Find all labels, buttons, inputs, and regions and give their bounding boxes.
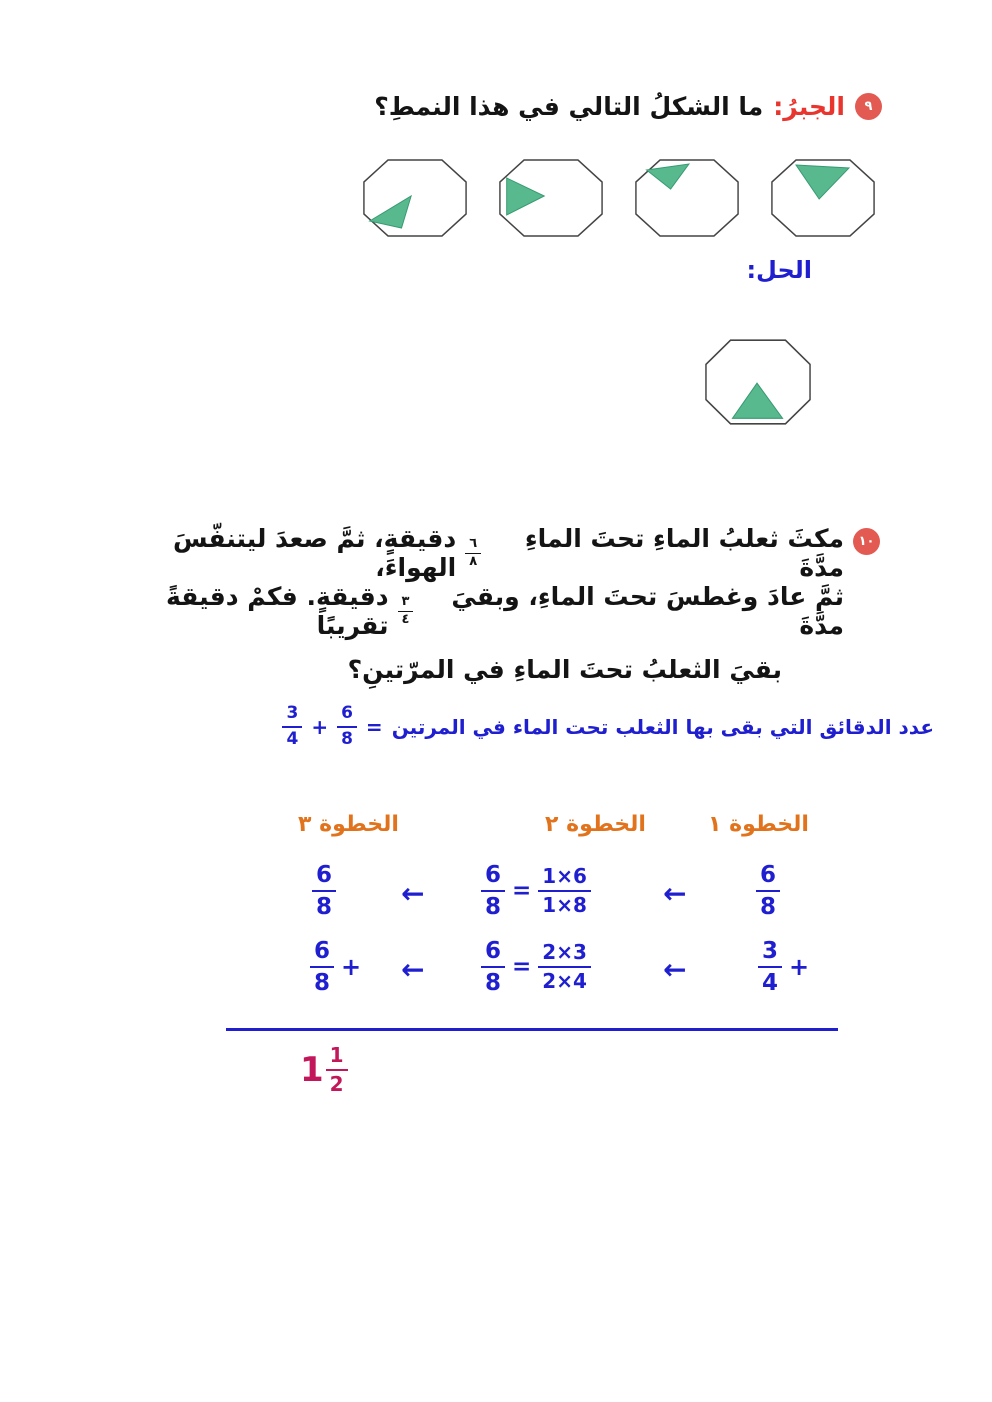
- solution-octagon: [704, 338, 812, 426]
- fraction-denominator: 2×4: [542, 969, 587, 994]
- left-arrow-icon: ←: [401, 877, 425, 910]
- question-2-line-3: [102, 640, 844, 698]
- fraction-denominator: 1×8: [542, 893, 587, 918]
- step-2-header: الخطوة ٢: [545, 812, 646, 837]
- q2-line3-text: بقيَ الثعلبُ تحتَ الماءِ في المرّتينِ؟: [347, 654, 782, 684]
- row2-step1-fraction: [758, 938, 782, 997]
- pattern-octagon-2: [634, 158, 740, 238]
- fraction-denominator: 8: [485, 970, 502, 997]
- plus-sign: +: [789, 953, 810, 982]
- row1-step1-fraction: [756, 862, 780, 921]
- equals-sign: =: [512, 954, 532, 981]
- equation-line: [282, 704, 934, 749]
- row2-step3-fraction: [310, 938, 334, 997]
- fraction-denominator: 2: [329, 1072, 344, 1096]
- fraction-numerator: 3: [758, 938, 782, 968]
- row2-step2-fraction: [481, 938, 505, 997]
- question-2-number-badge: ١٠: [853, 528, 880, 555]
- pattern-octagon-4: [362, 158, 468, 238]
- row1-step2-expanded-fraction: [538, 865, 591, 917]
- row2-step2-expanded-fraction: [538, 941, 591, 993]
- fraction-6-8: [337, 704, 357, 749]
- q2-line2-before: ثمَّ عادَ وغطسَ تحتَ الماءِ، وبقيَ مدَّةَ: [451, 582, 844, 640]
- fraction-numerator: 6: [312, 862, 336, 892]
- fraction-denominator: 8: [316, 894, 333, 921]
- answer-fraction: [326, 1044, 348, 1096]
- left-arrow-icon: ←: [401, 953, 425, 986]
- row1-step2-fraction: [481, 862, 505, 921]
- equals-sign: =: [512, 878, 532, 905]
- fraction-numerator: 6: [481, 862, 505, 892]
- fraction-numerator: 6: [310, 938, 334, 968]
- solution-label: الحل:: [746, 256, 812, 284]
- row2-step1-expression: [758, 938, 809, 997]
- fraction-numerator: 6: [756, 862, 780, 892]
- question-1-number-badge: ٩: [855, 93, 882, 120]
- fraction-numerator: 1: [326, 1044, 348, 1071]
- octagon-outline: [364, 160, 466, 236]
- fraction-numerator: 6: [337, 704, 357, 728]
- fraction-denominator: 8: [341, 728, 353, 749]
- fraction-3-4-arabic: [398, 595, 414, 628]
- fraction-denominator: 8: [314, 970, 331, 997]
- equation-label: عدد الدقائق التي بقى بها الثعلب تحت الماء في المرتين: [391, 714, 934, 739]
- question-2-line-2: [102, 582, 844, 640]
- equals-sign: =: [365, 714, 383, 739]
- q2-line1-after: دقيقةٍ، ثمَّ صعدَ ليتنفّسَ الهواءَ،: [173, 524, 457, 582]
- fraction-numerator: ٦: [465, 537, 481, 554]
- q2-line1-before: مكثَ ثعلبُ الماءِ تحتَ الماءِ مدَّةَ: [524, 524, 844, 582]
- fraction-numerator: ٣: [398, 595, 414, 612]
- addition-sum-line: [226, 1028, 838, 1031]
- row1-step3-fraction: [312, 862, 336, 921]
- fraction-denominator: 8: [760, 894, 777, 921]
- plus-sign: +: [341, 953, 362, 982]
- left-arrow-icon: ←: [663, 877, 687, 910]
- q2-line2-after: دقيقةٍ. فكمْ دقيقةً تقريبًا: [165, 582, 389, 640]
- question-1-header: [374, 92, 882, 121]
- final-answer: [300, 1044, 348, 1096]
- answer-whole-number: 1: [300, 1050, 324, 1090]
- fraction-denominator: 4: [286, 728, 299, 749]
- fraction-6-8-arabic: [465, 537, 481, 570]
- fraction-denominator: ٨: [469, 553, 478, 569]
- question-1-text: ما الشكلُ التالي في هذا النمطِ؟: [374, 92, 764, 121]
- fraction-3-4: [282, 704, 302, 749]
- pattern-octagon-1: [770, 158, 876, 238]
- question-1-topic-label: الجبرُ:: [773, 92, 845, 121]
- left-arrow-icon: ←: [663, 953, 687, 986]
- fraction-denominator: ٤: [401, 611, 410, 627]
- fraction-denominator: 8: [485, 894, 502, 921]
- pattern-octagon-3: [498, 158, 604, 238]
- fraction-numerator: 6: [481, 938, 505, 968]
- fraction-numerator: 2×3: [538, 941, 591, 968]
- row2-step2-expression: [481, 938, 591, 997]
- fraction-numerator: 1×6: [538, 865, 591, 892]
- row1-step2-expression: [481, 862, 591, 921]
- fraction-denominator: 4: [762, 970, 779, 997]
- row2-step3-expression: [310, 938, 361, 997]
- pattern-sequence: [362, 158, 876, 238]
- question-2-text: [102, 524, 844, 698]
- plus-sign: +: [311, 714, 329, 739]
- step-3-header: الخطوة ٣: [298, 812, 399, 837]
- fraction-numerator: 3: [282, 704, 302, 728]
- question-2-line-1: [102, 524, 844, 582]
- step-1-header: الخطوة ١: [708, 812, 809, 837]
